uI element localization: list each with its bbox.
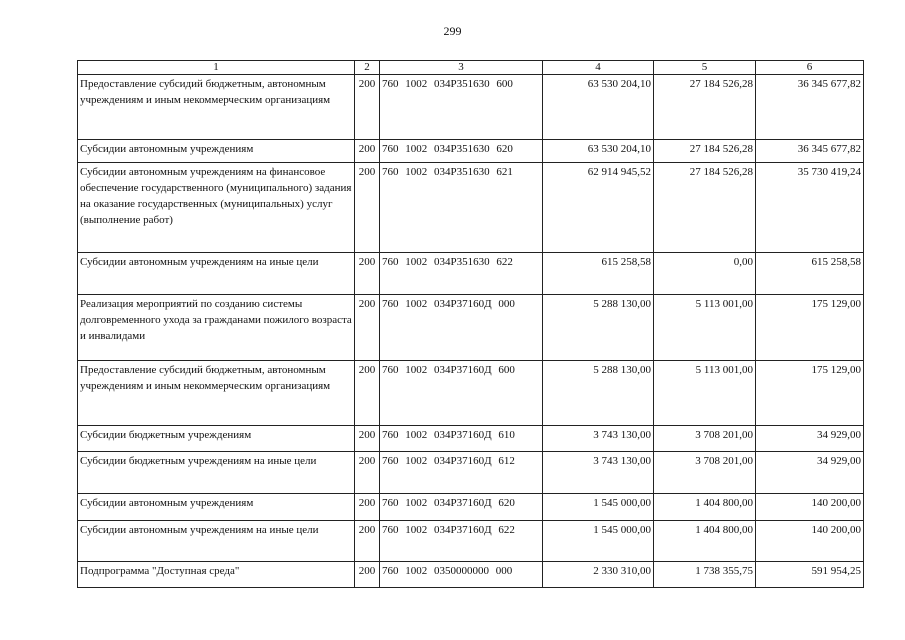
budget-table	[77, 60, 864, 588]
row-name: Субсидии бюджетным учреждениям на иные цели	[78, 452, 355, 494]
table-row	[78, 253, 864, 295]
row-value-4: 63 530 204,10	[543, 75, 654, 140]
table-row	[78, 521, 864, 562]
row-value-5: 3 708 201,00	[654, 452, 756, 494]
row-value-4: 63 530 204,10	[543, 140, 654, 163]
row-value-4: 2 330 310,00	[543, 562, 654, 588]
row-value-6: 140 200,00	[756, 494, 864, 521]
row-col2: 200	[355, 452, 380, 494]
header-col-3: 3	[380, 61, 543, 75]
table-row	[78, 426, 864, 452]
row-name: Субсидии автономным учреждениям	[78, 494, 355, 521]
row-code: 760 1002 034Р37160Д 620	[380, 494, 543, 521]
row-code: 760 1002 0350000000 000	[380, 562, 543, 588]
row-col2: 200	[355, 140, 380, 163]
table-row	[78, 163, 864, 253]
row-code: 760 1002 034Р37160Д 610	[380, 426, 543, 452]
row-value-6: 34 929,00	[756, 452, 864, 494]
row-value-5: 5 113 001,00	[654, 361, 756, 426]
row-value-6: 591 954,25	[756, 562, 864, 588]
table-row	[78, 452, 864, 494]
row-value-5: 27 184 526,28	[654, 140, 756, 163]
table-row	[78, 562, 864, 588]
row-value-6: 36 345 677,82	[756, 140, 864, 163]
row-code: 760 1002 034Р37160Д 622	[380, 521, 543, 562]
row-col2: 200	[355, 253, 380, 295]
table-row	[78, 494, 864, 521]
row-col2: 200	[355, 295, 380, 361]
row-code: 760 1002 034Р37160Д 612	[380, 452, 543, 494]
row-value-6: 34 929,00	[756, 426, 864, 452]
row-col2: 200	[355, 562, 380, 588]
row-value-5: 0,00	[654, 253, 756, 295]
row-value-5: 27 184 526,28	[654, 75, 756, 140]
row-value-6: 175 129,00	[756, 295, 864, 361]
row-value-5: 1 738 355,75	[654, 562, 756, 588]
header-col-6: 6	[756, 61, 864, 75]
row-value-6: 175 129,00	[756, 361, 864, 426]
row-name: Субсидии автономным учреждениям на иные цели	[78, 521, 355, 562]
row-value-6: 140 200,00	[756, 521, 864, 562]
row-code: 760 1002 034Р351630 622	[380, 253, 543, 295]
row-code: 760 1002 034Р351630 620	[380, 140, 543, 163]
header-row	[78, 61, 864, 75]
row-value-6: 615 258,58	[756, 253, 864, 295]
row-value-4: 3 743 130,00	[543, 452, 654, 494]
row-col2: 200	[355, 494, 380, 521]
row-col2: 200	[355, 361, 380, 426]
row-col2: 200	[355, 521, 380, 562]
row-col2: 200	[355, 163, 380, 253]
page-number: 299	[443, 24, 462, 38]
table-row	[78, 361, 864, 426]
row-code: 760 1002 034Р351630 621	[380, 163, 543, 253]
row-name: Субсидии автономным учреждениям	[78, 140, 355, 163]
row-code: 760 1002 034Р37160Д 600	[380, 361, 543, 426]
row-name: Предоставление субсидий бюджетным, автономным учреждениям и иным некоммерческим организациям	[78, 361, 355, 426]
row-value-6: 36 345 677,82	[756, 75, 864, 140]
header-col-1: 1	[78, 61, 355, 75]
row-name: Субсидии автономным учреждениям на иные цели	[78, 253, 355, 295]
row-value-5: 1 404 800,00	[654, 521, 756, 562]
table-row	[78, 295, 864, 361]
row-name: Субсидии автономным учреждениям на финансовое обеспечение государственного (муниципального) задания на оказание государственных (муниципальных) услуг (выполнение работ)	[78, 163, 355, 253]
row-name: Реализация мероприятий по созданию системы долговременного ухода за гражданами пожилого возраста и инвалидами	[78, 295, 355, 361]
header-col-5: 5	[654, 61, 756, 75]
row-value-5: 3 708 201,00	[654, 426, 756, 452]
row-value-4: 1 545 000,00	[543, 521, 654, 562]
row-col2: 200	[355, 426, 380, 452]
row-value-5: 5 113 001,00	[654, 295, 756, 361]
row-value-4: 1 545 000,00	[543, 494, 654, 521]
header-col-4: 4	[543, 61, 654, 75]
row-col2: 200	[355, 75, 380, 140]
row-name: Предоставление субсидий бюджетным, автономным учреждениям и иным некоммерческим организациям	[78, 75, 355, 140]
row-code: 760 1002 034Р351630 600	[380, 75, 543, 140]
row-value-4: 62 914 945,52	[543, 163, 654, 253]
row-name: Субсидии бюджетным учреждениям	[78, 426, 355, 452]
table-row	[78, 140, 864, 163]
table-row	[78, 75, 864, 140]
row-value-4: 5 288 130,00	[543, 295, 654, 361]
row-name: Подпрограмма "Доступная среда"	[78, 562, 355, 588]
row-value-4: 3 743 130,00	[543, 426, 654, 452]
row-value-5: 1 404 800,00	[654, 494, 756, 521]
row-value-4: 615 258,58	[543, 253, 654, 295]
row-code: 760 1002 034Р37160Д 000	[380, 295, 543, 361]
row-value-4: 5 288 130,00	[543, 361, 654, 426]
row-value-6: 35 730 419,24	[756, 163, 864, 253]
header-col-2: 2	[355, 61, 380, 75]
row-value-5: 27 184 526,28	[654, 163, 756, 253]
